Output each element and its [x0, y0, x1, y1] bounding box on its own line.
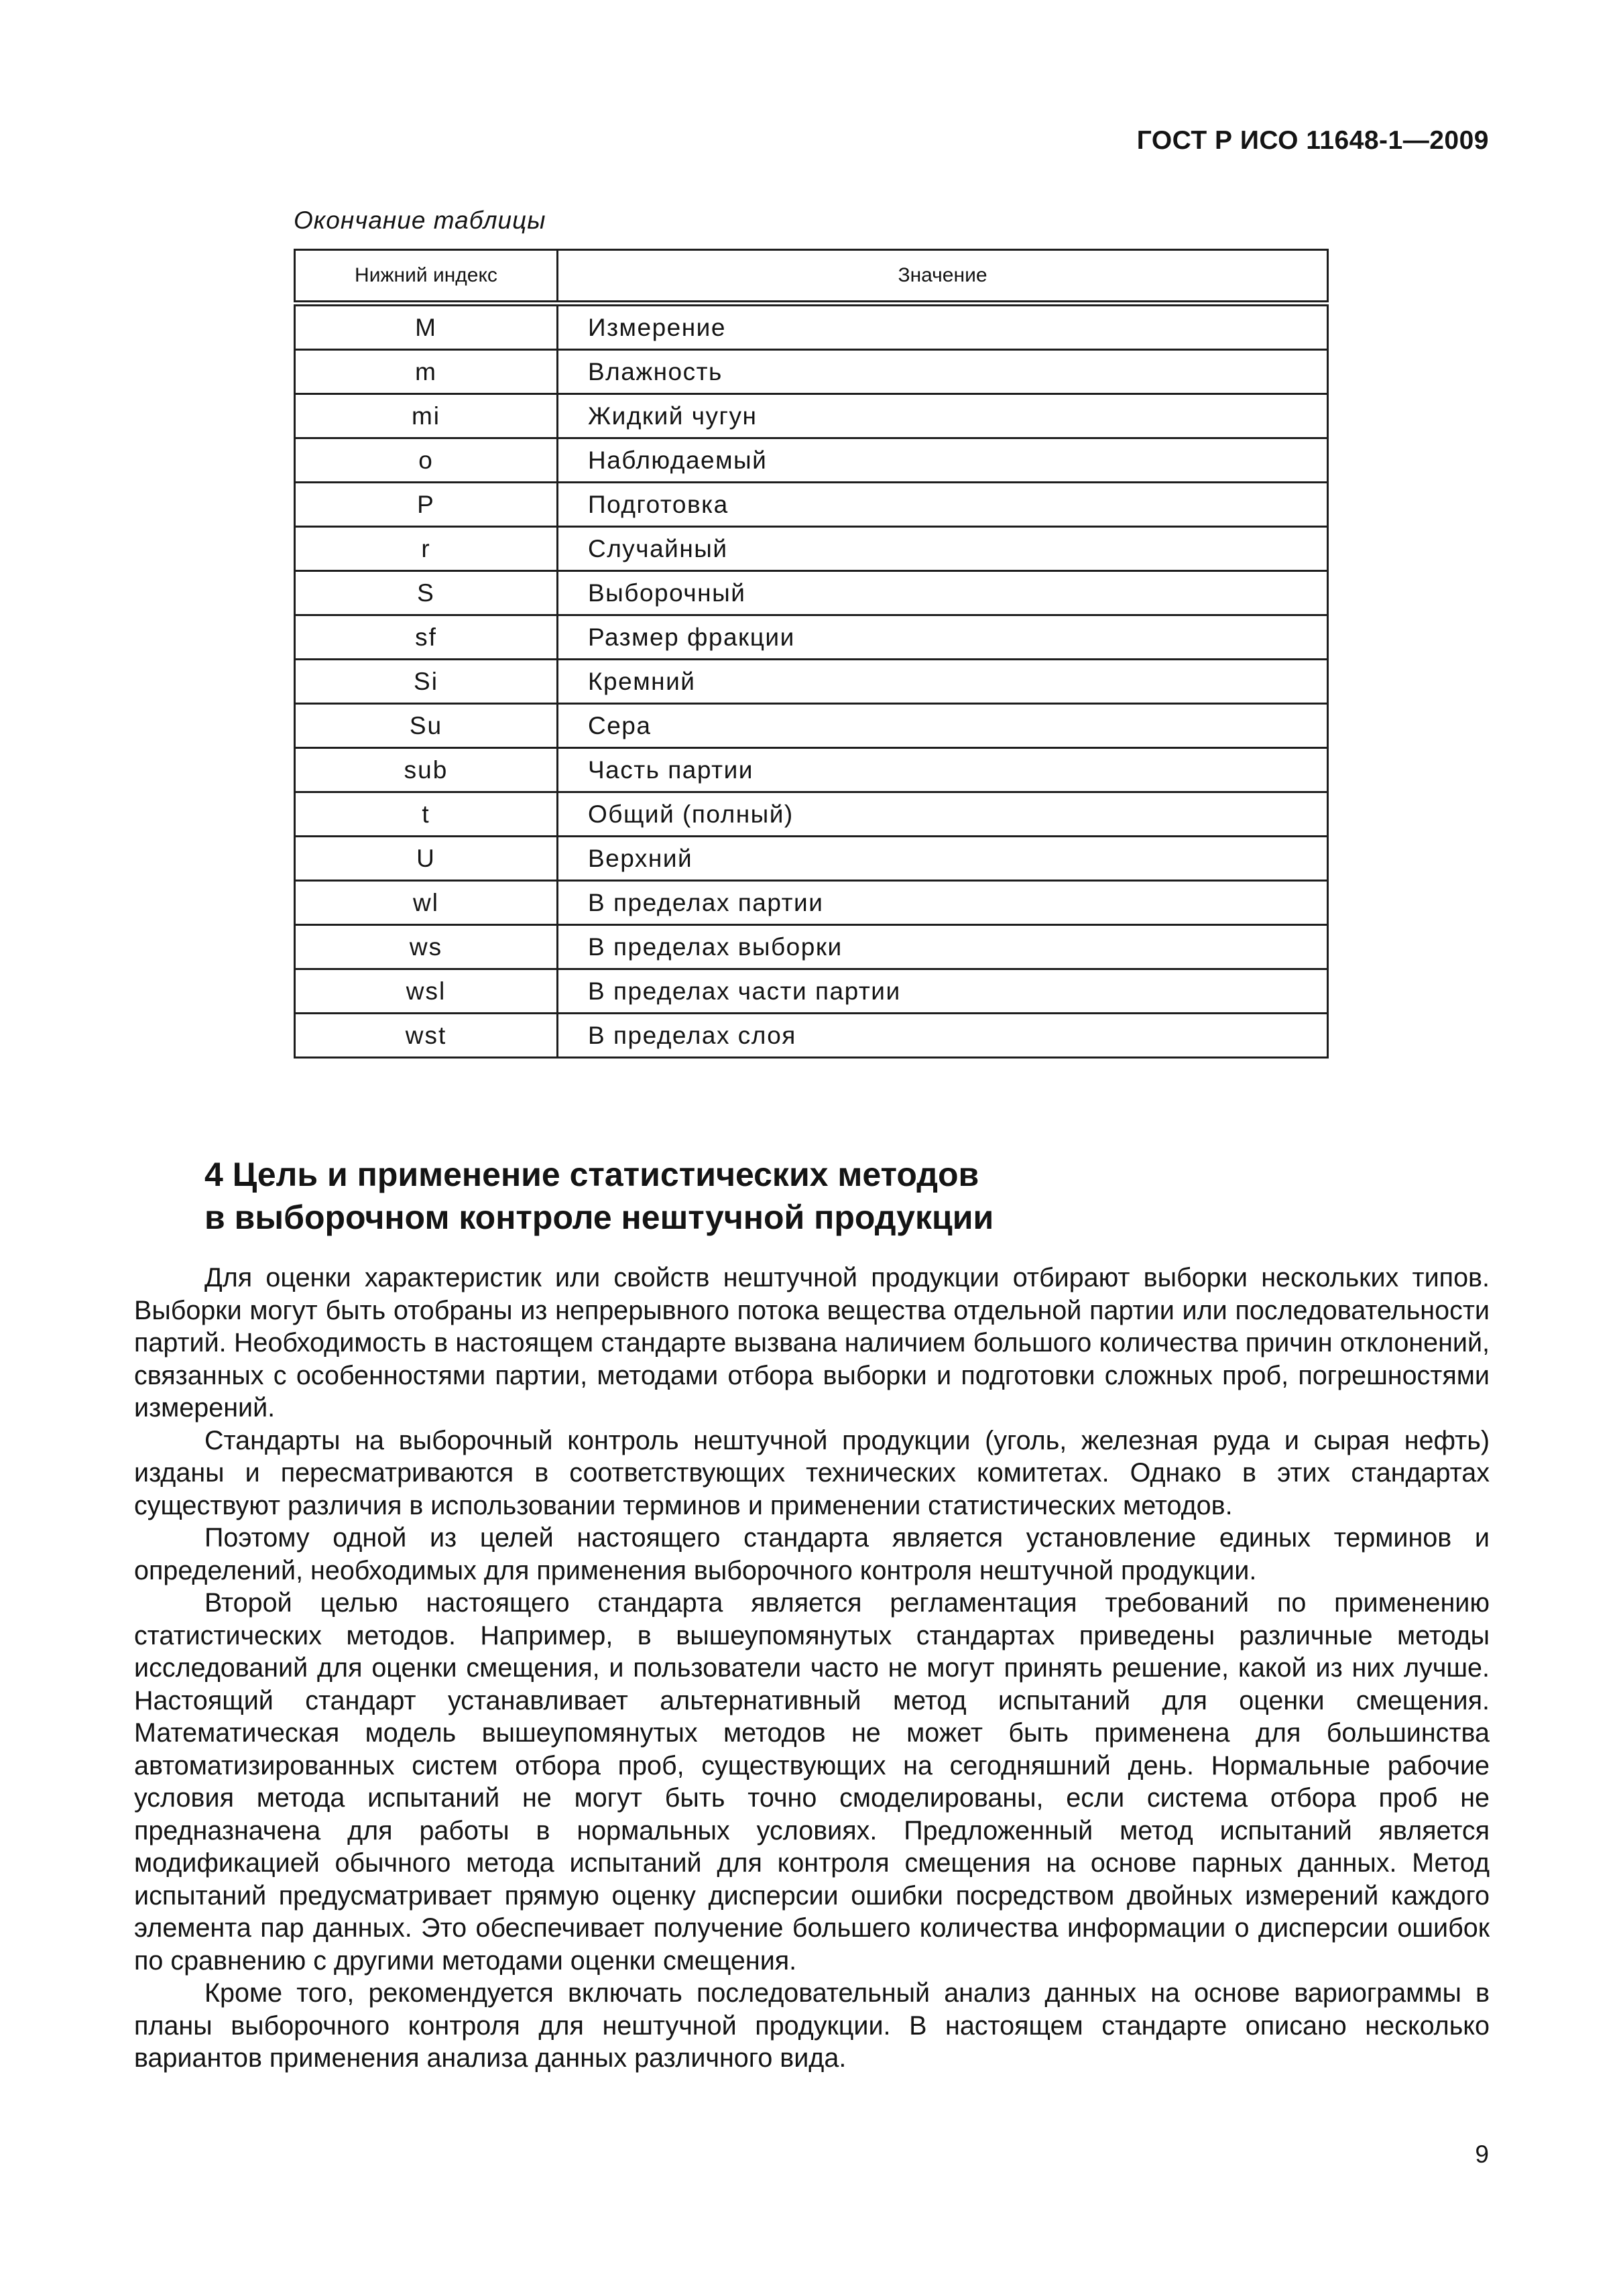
section-body	[134, 1262, 1490, 2075]
table-row	[295, 925, 1328, 969]
subscript-cell: t	[295, 792, 558, 837]
meaning-cell: Общий (полный)	[558, 792, 1328, 837]
subscript-cell: mi	[295, 394, 558, 438]
table-body	[295, 304, 1328, 1058]
meaning-cell: Наблюдаемый	[558, 438, 1328, 483]
subscript-table	[294, 249, 1329, 1059]
meaning-cell: Подготовка	[558, 483, 1328, 527]
table-row	[295, 571, 1328, 615]
meaning-cell: Измерение	[558, 304, 1328, 350]
column-header-subscript: Нижний индекс	[295, 250, 558, 304]
section-title	[204, 1153, 994, 1239]
subscript-cell: P	[295, 483, 558, 527]
subscript-cell: U	[295, 837, 558, 881]
subscript-cell: Su	[295, 704, 558, 748]
meaning-cell: Размер фракции	[558, 615, 1328, 660]
subscript-cell: wst	[295, 1014, 558, 1058]
subscript-cell: m	[295, 350, 558, 394]
paragraph: Для оценки характеристик или свойств нештучной продукции отбирают выборки нескольких типов. Выборки могут быть отобраны из непрерывного потока вещества отдельной партии или последовательности партий. Необходимость в настоящем стандарте вызвана наличием большого количества причин отклонений, связанных с особенностями партии, методами отбора выборки и подготовки сложных проб, погрешностями измерений.	[134, 1263, 1490, 1423]
meaning-cell: В пределах части партии	[558, 969, 1328, 1014]
subscript-cell: wl	[295, 881, 558, 925]
meaning-cell: Выборочный	[558, 571, 1328, 615]
meaning-cell: Случайный	[558, 527, 1328, 571]
table-row	[295, 660, 1328, 704]
table-caption: Окончание таблицы	[294, 206, 546, 234]
section-title-line1: 4 Цель и применение статистических методов	[204, 1156, 979, 1193]
meaning-cell: В пределах слоя	[558, 1014, 1328, 1058]
subscript-cell: o	[295, 438, 558, 483]
column-header-meaning: Значение	[558, 250, 1328, 304]
paragraph: Стандарты на выборочный контроль нештучной продукции (уголь, железная руда и сырая нефть) изданы и пересматриваются в соответствующих технических комитетах. Однако в этих стандартах существуют различия в использовании терминов и применении статистических методов.	[134, 1425, 1490, 1520]
table-row	[295, 394, 1328, 438]
table-row	[295, 1014, 1328, 1058]
paragraph: Кроме того, рекомендуется включать последовательный анализ данных на основе вариограммы в планы выборочного контроля для нештучной продукции. В настоящем стандарте описано несколько вариантов применения анализа данных различного вида.	[134, 1978, 1490, 2073]
meaning-cell: В пределах партии	[558, 881, 1328, 925]
table-header-row	[295, 250, 1328, 304]
table-row	[295, 748, 1328, 792]
subscript-cell: ws	[295, 925, 558, 969]
table-row	[295, 304, 1328, 350]
paragraph: Поэтому одной из целей настоящего стандарта является установление единых терминов и определений, необходимых для применения выборочного контроля нештучной продукции.	[134, 1523, 1490, 1585]
page-number: 9	[1475, 2140, 1489, 2168]
table-row	[295, 483, 1328, 527]
subscript-cell: M	[295, 304, 558, 350]
meaning-cell: Кремний	[558, 660, 1328, 704]
subscript-cell: wsl	[295, 969, 558, 1014]
meaning-cell: Часть партии	[558, 748, 1328, 792]
table-row	[295, 615, 1328, 660]
table-row	[295, 969, 1328, 1014]
meaning-cell: Влажность	[558, 350, 1328, 394]
subscript-cell: r	[295, 527, 558, 571]
table-row	[295, 350, 1328, 394]
subscript-cell: S	[295, 571, 558, 615]
table-row	[295, 792, 1328, 837]
table-row	[295, 881, 1328, 925]
table-row	[295, 837, 1328, 881]
table-row	[295, 704, 1328, 748]
table-row	[295, 527, 1328, 571]
subscript-cell: sf	[295, 615, 558, 660]
subscript-cell: Si	[295, 660, 558, 704]
section-title-line2: в выборочном контроле нештучной продукции	[204, 1199, 994, 1236]
table-row	[295, 438, 1328, 483]
meaning-cell: Верхний	[558, 837, 1328, 881]
document-header: ГОСТ Р ИСО 11648-1—2009	[1136, 126, 1489, 155]
meaning-cell: Сера	[558, 704, 1328, 748]
subscript-cell: sub	[295, 748, 558, 792]
paragraph: Второй целью настоящего стандарта является регламентация требований по применению статистических методов. Например, в вышеупомянутых стандартах приведены различные методы исследований для оценки смещения, и пользователи часто не могут принять решение, какой из них лучше. Настоящий стандарт устанавливает альтернативный метод испытаний для оценки смещения. Математическая модель вышеупомянутых методов не может быть применена для большинства автоматизированных систем отбора проб, существующих на сегодняшний день. Нормальные рабочие условия метода испытаний не могут быть точно смоделированы, если система отбора проб не предназначена для работы в нормальных условиях. Предложенный метод испытаний является модификацией обычного метода испытаний для контроля смещения на основе парных данных. Метод испытаний предусматривает прямую оценку дисперсии ошибки посредством двойных измерений каждого элемента пар данных. Это обеспечивает получение большего количества информации о дисперсии ошибок по сравнению с другими методами оценки смещения.	[134, 1588, 1490, 1976]
meaning-cell: Жидкий чугун	[558, 394, 1328, 438]
meaning-cell: В пределах выборки	[558, 925, 1328, 969]
